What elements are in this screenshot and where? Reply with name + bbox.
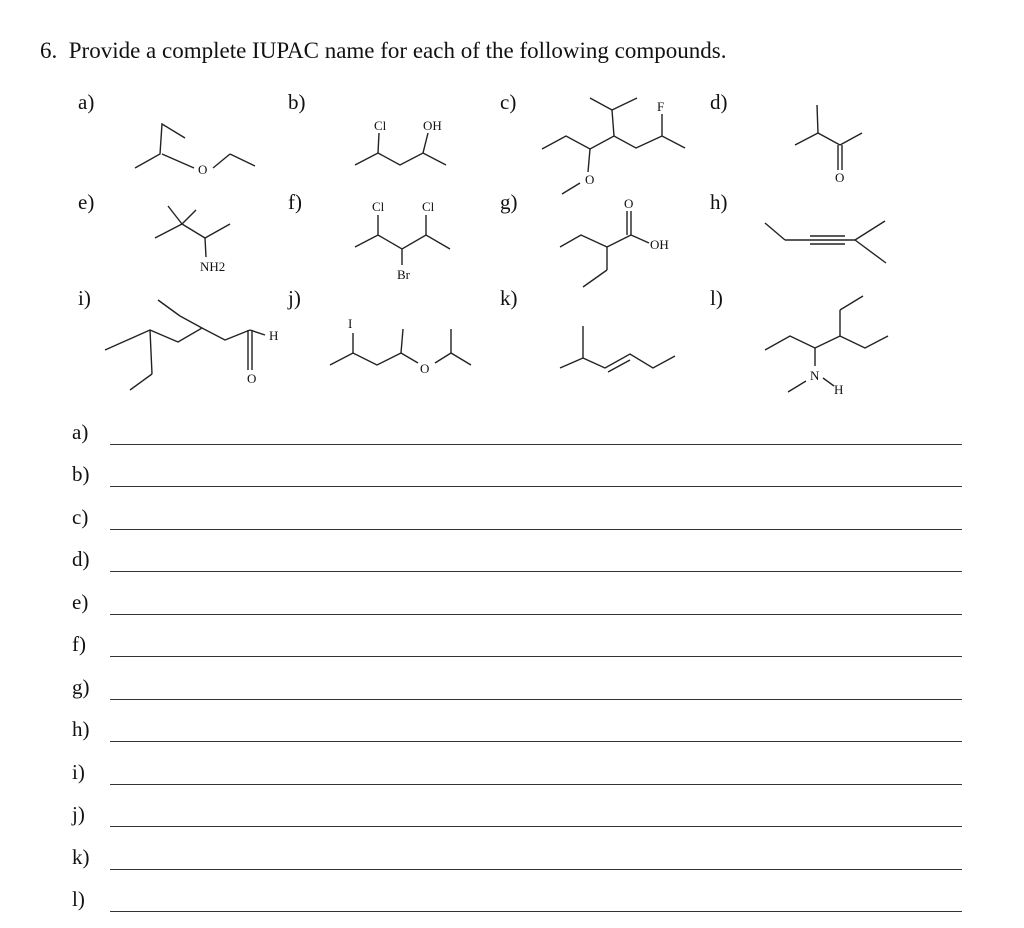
atom-O: O [198, 162, 208, 177]
structure-l [760, 288, 890, 408]
structure-i [100, 290, 290, 400]
label-a: a) [78, 90, 95, 114]
answer-label-i: i) [72, 760, 85, 784]
label-d: d) [710, 90, 728, 114]
answer-row-c [72, 505, 962, 535]
label-c: c) [500, 90, 517, 114]
answer-label-k: k) [72, 845, 90, 869]
structure-d [780, 100, 880, 190]
answer-line-b[interactable] [110, 486, 962, 487]
answer-line-j[interactable] [110, 826, 962, 827]
label-l: l) [710, 286, 723, 310]
structure-g [555, 195, 705, 295]
structure-h [760, 215, 900, 275]
label-b: b) [288, 90, 306, 114]
answer-label-j: j) [72, 802, 85, 826]
answer-row-a [72, 420, 962, 450]
answer-label-g: g) [72, 675, 90, 699]
atom-N: N [810, 368, 820, 383]
structure-b [350, 115, 470, 185]
answer-row-j [72, 802, 962, 832]
structure-e [150, 200, 260, 280]
atom-Cl-1: Cl [372, 199, 385, 214]
atom-F: F [657, 99, 665, 114]
answer-line-f[interactable] [110, 656, 962, 657]
answer-row-k [72, 845, 962, 875]
answer-line-k[interactable] [110, 869, 962, 870]
answer-label-h: h) [72, 717, 90, 741]
atom-O: O [835, 170, 845, 185]
answer-label-c: c) [72, 505, 89, 529]
answer-line-g[interactable] [110, 699, 962, 700]
answer-row-f [72, 632, 962, 662]
answer-row-g [72, 675, 962, 705]
atom-O: O [624, 196, 634, 211]
answer-line-h[interactable] [110, 741, 962, 742]
atom-Cl-2: Cl [422, 199, 435, 214]
answer-line-d[interactable] [110, 571, 962, 572]
answer-line-i[interactable] [110, 784, 962, 785]
answer-label-e: e) [72, 590, 89, 614]
atom-H: H [834, 382, 844, 397]
atom-OH: OH [650, 237, 669, 252]
answer-line-e[interactable] [110, 614, 962, 615]
structure-k [555, 320, 685, 380]
atom-Br: Br [397, 267, 410, 282]
label-e: e) [78, 190, 95, 214]
label-j: j) [288, 286, 301, 310]
label-g: g) [500, 190, 518, 214]
structure-a [130, 110, 260, 190]
atom-I: I [348, 316, 353, 331]
atom-H: H [269, 328, 279, 343]
atom-OH: OH [423, 118, 442, 133]
answer-row-l [72, 887, 962, 917]
atom-Cl: Cl [374, 118, 387, 133]
answer-row-d [72, 547, 962, 577]
atom-NH2: NH2 [200, 259, 226, 274]
question-number: 6. [40, 38, 58, 63]
label-f: f) [288, 190, 302, 214]
atom-O: O [247, 371, 257, 386]
structure-j [325, 315, 475, 385]
answer-label-d: d) [72, 547, 90, 571]
answer-row-h [72, 717, 962, 747]
structure-c [540, 92, 700, 202]
atom-O: O [420, 361, 430, 376]
label-k: k) [500, 286, 518, 310]
answer-label-f: f) [72, 632, 86, 656]
answer-line-c[interactable] [110, 529, 962, 530]
answer-line-l[interactable] [110, 911, 962, 912]
atom-O: O [585, 172, 595, 187]
label-i: i) [78, 286, 91, 310]
answer-row-e [72, 590, 962, 620]
question-title [40, 38, 726, 64]
answer-label-l: l) [72, 887, 85, 911]
answer-row-b [72, 462, 962, 492]
label-h: h) [710, 190, 728, 214]
answer-line-a[interactable] [110, 444, 962, 445]
question-text: Provide a complete IUPAC name for each of the following compounds. [68, 38, 727, 63]
answer-label-a: a) [72, 420, 89, 444]
answer-row-i [72, 760, 962, 790]
answer-label-b: b) [72, 462, 90, 486]
structure-f [350, 195, 470, 285]
